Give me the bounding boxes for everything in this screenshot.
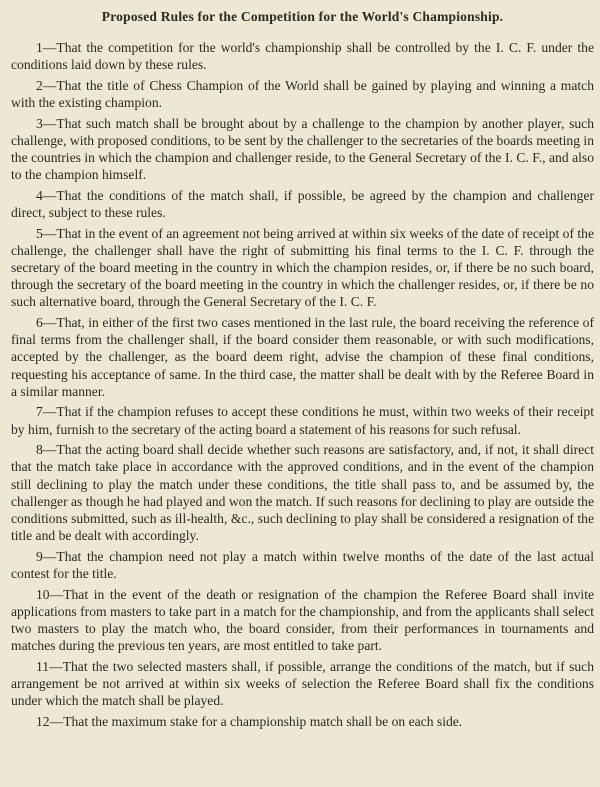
rule-4: 4—That the conditions of the match shall, if possible, be agreed by the champion and challenger direct, subject to these rules.: [11, 187, 594, 220]
rule-11: 11—That the two selected masters shall, if possible, arrange the conditions of the match, but if such arrangement be not arrived at within six weeks of selection the Referee Board shall fix the conditions under which the match shall be played.: [11, 658, 594, 709]
rule-10: 10—That in the event of the death or resignation of the champion the Referee Board shall invite applications from masters to take part in a match for the championship, and from the applicants shall select two masters to play the match who, the board consider, from their performances in tournaments and matches during the previous ten years, are most entitled to take part.: [11, 586, 594, 654]
rule-8: 8—That the acting board shall decide whether such reasons are satisfactory, and, if not, it shall direct that the match take place in accordance with the approved conditions, and in the event of the champion still declining to play the match under these conditions, the title shall pass to, and be assumed by, the challenger as though he had played and won the match. If such reasons for declining to play are outside the conditions submitted, such as ill-health, &c., such declining to play shall be considered a resignation of the title and be dealt with accordingly.: [11, 442, 594, 544]
rule-9: 9—That the champion need not play a match within twelve months of the date of the last actual contest for the title.: [11, 548, 594, 582]
rule-7: 7—That if the champion refuses to accept these conditions he must, within two weeks of their receipt by him, furnish to the secretary of the acting board a statement of his reasons for such refusal.: [11, 404, 594, 437]
document-title: Proposed Rules for the Competition for the World's Championship.: [101, 9, 504, 24]
rule-6: 6—That, in either of the first two cases mentioned in the last rule, the board receiving the reference of final terms from the challenger shall, if the board consider them reasonable, or with such modifications, accepted by the challenger, as the board deem right, advise the champion of these final conditions, requesting his acceptance of same. In the third case, the matter shall be dealt with by the Referee Board in a similar manner.: [11, 315, 594, 399]
rule-2: 2—That the title of Chess Champion of the World shall be gained by playing and winning a match with the existing champion.: [11, 77, 594, 110]
rule-12: 12—That the maximum stake for a championship match shall be on each side.: [36, 713, 463, 729]
rule-5: 5—That in the event of an agreement not being arrived at within six weeks of the date of receipt of the challenge, the challenger shall have the right of submitting his final terms to the I. C. F. through the secretary of the board meeting in the country in which the champion resides, or, if there be no such board, through the secretary of the board meeting in the country in which the challenger resides, or, if there be no such alternative board, through the General Secretary of the I. C. F.: [11, 225, 594, 310]
rule-3: 3—That such match shall be brought about by a challenge to the champion by another player, such challenge, with proposed conditions, to be sent by the challenger to the secretaries of the boards meeting in the countries in which the champion and challenger reside, to the General Secretary of the I. C. F., and also to the champion himself.: [11, 115, 594, 183]
rule-1: 1—That the competition for the world's championship shall be controlled by the I. C. F. under the conditions laid down by these rules.: [11, 40, 594, 73]
rules-list: [11, 39, 594, 730]
